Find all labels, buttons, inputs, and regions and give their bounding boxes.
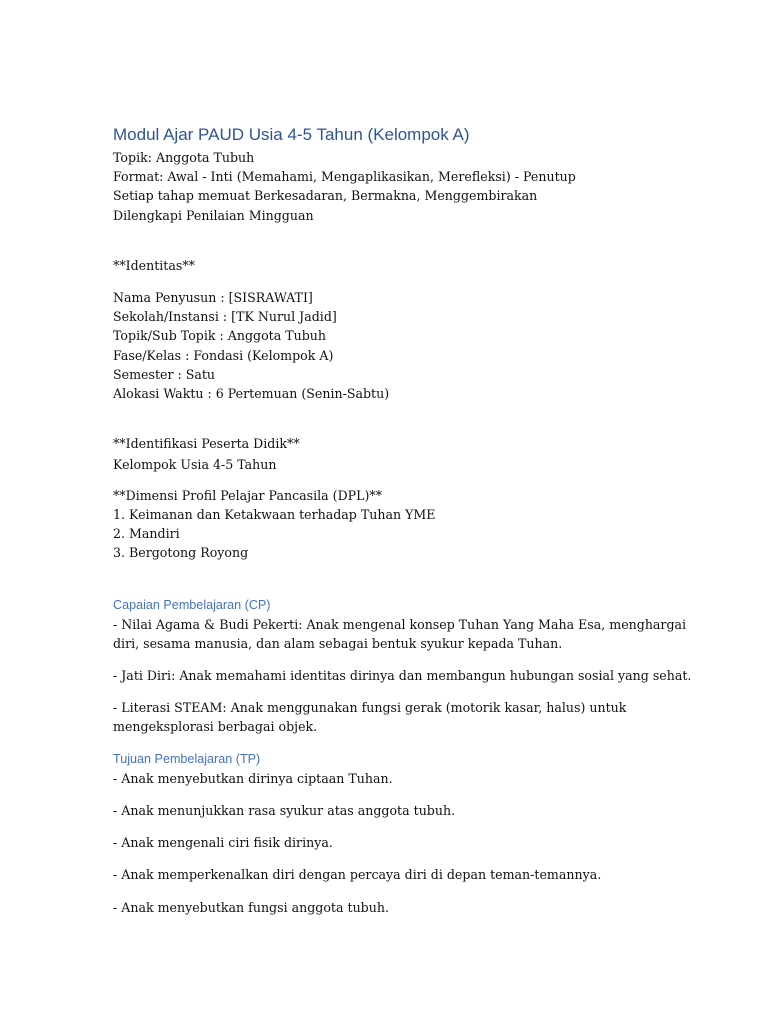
dpl-item: 2. Mandiri [113,526,180,541]
tp-line: - Anak menunjukkan rasa syukur atas anggota tubuh. [113,803,456,818]
dpl-item: 1. Keimanan dan Ketakwaan terhadap Tuhan YME [113,507,436,522]
cp-line: diri, sesama manusia, dan alam sebagai bentuk syukur kepada Tuhan. [113,636,563,651]
identitas-line: Topik/Sub Topik : Anggota Tubuh [113,328,327,343]
tp-line: - Anak mengenali ciri fisik dirinya. [113,835,333,850]
cp-line: - Nilai Agama & Budi Pekerti: Anak mengenal konsep Tuhan Yang Maha Esa, menghargai [113,617,687,632]
dpl-item: 3. Bergotong Royong [113,545,249,560]
tp-line: - Anak menyebutkan dirinya ciptaan Tuhan. [113,771,393,786]
intro-topik: Topik: Anggota Tubuh [113,150,255,165]
tp-line: - Anak memperkenalkan diri dengan percaya diri di depan teman-temannya. [113,867,602,882]
identitas-line: Fase/Kelas : Fondasi (Kelompok A) [113,348,334,363]
cp-heading: Capaian Pembelajaran (CP) [113,598,271,612]
identitas-line: Alokasi Waktu : 6 Pertemuan (Senin-Sabtu) [113,386,390,401]
identitas-line: Semester : Satu [113,367,216,382]
intro-penilaian: Dilengkapi Penilaian Mingguan [113,208,314,223]
tp-heading: Tujuan Pembelajaran (TP) [113,752,261,766]
cp-line: - Jati Diri: Anak memahami identitas dirinya dan membangun hubungan sosial yang sehat. [113,668,692,683]
peserta-heading: **Identifikasi Peserta Didik** [113,436,300,451]
cp-line: - Literasi STEAM: Anak menggunakan fungsi gerak (motorik kasar, halus) untuk [113,700,627,715]
identitas-line: Nama Penyusun : [SISRAWATI] [113,290,313,305]
identitas-heading: **Identitas** [113,258,195,273]
dpl-heading: **Dimensi Profil Pelajar Pancasila (DPL)** [113,488,383,503]
tp-line: - Anak menyebutkan fungsi anggota tubuh. [113,900,389,915]
peserta-line: Kelompok Usia 4-5 Tahun [113,457,277,472]
identitas-line: Sekolah/Instansi : [TK Nurul Jadid] [113,309,337,324]
intro-tahap: Setiap tahap memuat Berkesadaran, Bermakna, Menggembirakan [113,188,538,203]
page-title: Modul Ajar PAUD Usia 4-5 Tahun (Kelompok A) [113,125,470,144]
cp-line: mengeksplorasi berbagai objek. [113,719,318,734]
intro-format: Format: Awal - Inti (Memahami, Mengaplikasikan, Merefleksi) - Penutup [113,169,576,184]
